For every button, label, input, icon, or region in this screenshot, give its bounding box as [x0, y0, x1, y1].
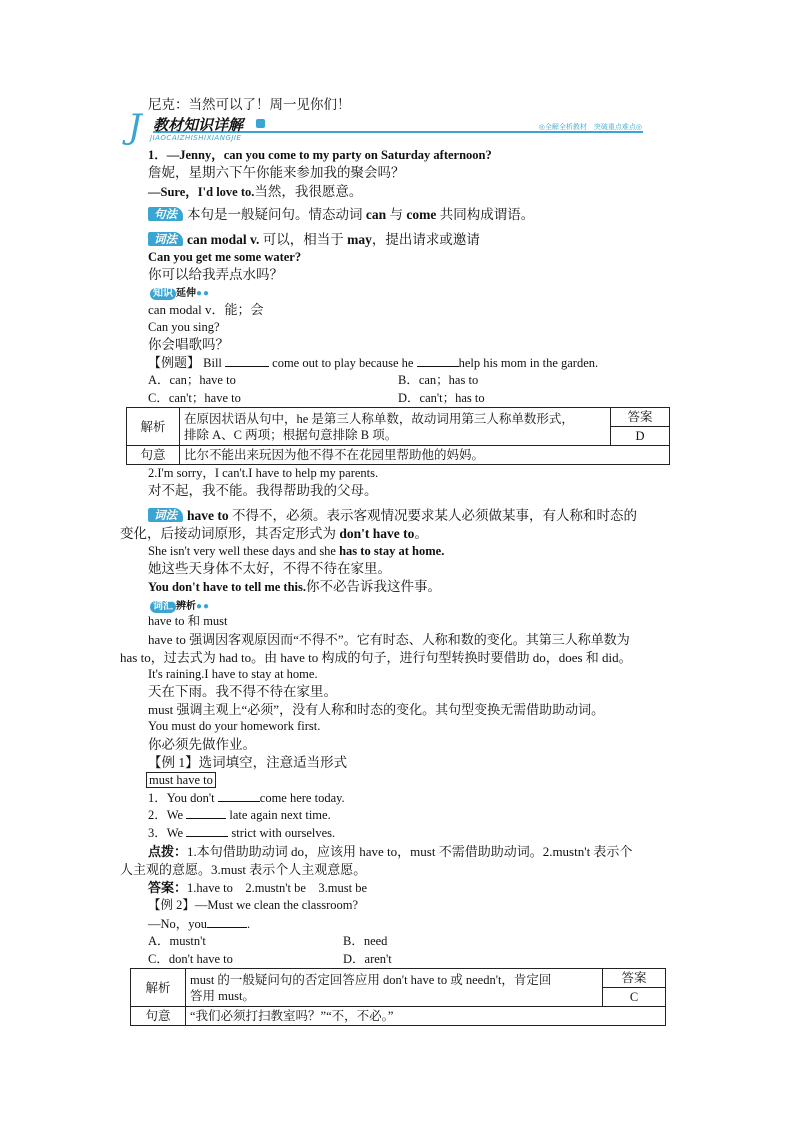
- banner-title: 教材知识详解: [153, 116, 244, 134]
- option-a: A．can；have to: [148, 373, 236, 387]
- analysis-line: 答用 must。: [190, 988, 255, 1003]
- s1-question-cn: 詹妮，星期六下午你能来参加我的聚会吗？: [148, 165, 405, 180]
- q-text: 2．We: [148, 808, 187, 822]
- s1-word-note: [148, 231, 480, 248]
- example-text: Bill: [200, 356, 226, 370]
- s2-example-1-cn: 她这些天身体不太好，不得不待在家里。: [148, 561, 391, 576]
- exercise-1-q1: [148, 789, 345, 807]
- banner-letter: J: [128, 107, 142, 147]
- note-can: can: [365, 207, 387, 222]
- banner-pinyin: JIAOCAIZHISHIXIANGJIE: [150, 134, 242, 142]
- dots-icon: ●●: [196, 288, 211, 299]
- hint-text: 1.本句借助助动词 do，应该用 have to，must 不需借助助动词。2.mustn't 表示个: [187, 844, 633, 859]
- meaning-label: 句意: [131, 1007, 186, 1026]
- word-tag: 词法: [148, 232, 183, 246]
- q-text: come here today.: [259, 791, 345, 805]
- answer-blank: [218, 789, 260, 802]
- s1-extension-line: can modal v．能；会: [148, 302, 264, 317]
- compare-subtag: 辨析: [176, 601, 196, 612]
- s1-answer-en: —Sure，I'd love to.: [148, 185, 255, 199]
- section-banner: [128, 107, 648, 147]
- example-text: help his mom in the garden.: [458, 356, 599, 370]
- note-text: 不得不，必须。表示客观情况要求某人必须做某事，有人称和时态的: [228, 508, 637, 523]
- example-label: 【例题】: [148, 355, 201, 370]
- compare-line: has to，过去式为 had to。由 have to 构成的句子，进行句型转换时要借助 do，does 和 did。: [120, 650, 632, 665]
- s2-example-1: [148, 543, 444, 560]
- s2-question-en: 2.I'm sorry，I can't.I have to help my parents.: [148, 466, 379, 480]
- answer-blank: [186, 824, 228, 837]
- option-c: C．don't have to: [148, 952, 233, 966]
- analysis-line: must 的一般疑问句的否定回答应用 don't have to 或 needn't，肯定回: [190, 972, 552, 987]
- compare-title: have to 和 must: [148, 614, 228, 628]
- q-text: —No，you: [148, 917, 208, 931]
- option-d: D．aren't: [343, 952, 392, 966]
- answer-blank: [417, 354, 459, 367]
- note-text: 变化，后接动词原形，其否定形式为: [120, 526, 340, 541]
- s1-sentence-note: [148, 206, 534, 223]
- analysis-line: 在原因状语从句中，he 是第三人称单数，故动词用第三人称单数形式，: [184, 411, 574, 426]
- note-text: ，提出请求或邀请: [371, 232, 480, 247]
- note-text: 共同构成谓语。: [436, 207, 535, 222]
- extension-tag: 知识: [150, 288, 176, 300]
- banner-slogan: ◎全解全析教材 突破重点难点◎: [538, 123, 642, 131]
- s1-example-question: [148, 354, 598, 372]
- meaning-text: 比尔不能出来玩因为他不得不在花园里帮助他的妈妈。: [180, 446, 670, 465]
- option-c: C．can't；have to: [148, 391, 241, 405]
- note-text: 与: [386, 207, 407, 222]
- answer-label: 答案: [603, 969, 666, 988]
- s2-word-note-cont: [120, 525, 428, 542]
- option-b: B．need: [343, 934, 388, 948]
- word-tag: 词法: [148, 508, 183, 522]
- exercise-1-q2: [148, 806, 331, 824]
- negative-form: don't have to: [339, 526, 415, 541]
- analysis-table-2: [130, 968, 666, 1026]
- word-term: have to: [187, 508, 229, 523]
- extension-subtag: 延伸: [176, 288, 196, 299]
- exercise-1-word-box: [146, 772, 216, 789]
- example-text: 你不必告诉我这件事。: [306, 579, 441, 594]
- compare-line: have to 强调因客观原因而“不得不”。它有时态、人称和数的变化。其第三人称单数为: [148, 632, 630, 647]
- exercise-2-line2: [148, 915, 250, 933]
- compare-line: It's raining.I have to stay at home.: [148, 667, 318, 681]
- answer-label: 答案：: [148, 880, 188, 895]
- option-a: A．mustn't: [148, 934, 206, 948]
- analysis-text: [186, 969, 603, 1007]
- meaning-label: 句意: [127, 446, 180, 465]
- compare-tag: 词汇: [150, 601, 176, 613]
- dots-icon: ●●: [196, 601, 211, 612]
- example-highlight: has to stay at home.: [339, 544, 445, 558]
- answer-line: [148, 879, 367, 897]
- word-box: must have to: [146, 772, 216, 788]
- q-text: strict with ourselves.: [228, 826, 336, 840]
- answer-text: 1.have to 2.mustn't be 3.must be: [187, 881, 368, 895]
- hint-line: [148, 843, 632, 860]
- note-come: come: [406, 207, 437, 222]
- answer-blank: [207, 915, 247, 928]
- banner-pin-icon: [256, 119, 265, 128]
- s1-extension-line: Can you sing?: [148, 320, 220, 334]
- note-text: 。: [414, 526, 428, 541]
- example-text: She isn't very well these days and she: [148, 544, 340, 558]
- exercise-1-label: 【例 1】选词填空，注意适当形式: [148, 755, 348, 770]
- s2-question-cn: 对不起，我不能。我得帮助我的父母。: [148, 483, 378, 498]
- intro-line: 尼克：当然可以了！周一见你们！: [148, 97, 351, 112]
- analysis-line: 排除 A、C 两项；根据句意排除 B 项。: [184, 427, 398, 442]
- q-text: 3．We: [148, 826, 187, 840]
- answer-value: C: [603, 988, 666, 1007]
- s1-example-en: Can you get me some water?: [148, 250, 302, 264]
- option-d: D．can't；has to: [398, 391, 485, 405]
- note-text: 本句是一般疑问句。情态动词: [187, 207, 366, 222]
- compare-line: 天在下雨。我不得不待在家里。: [148, 684, 337, 699]
- s1-question-en: 1．—Jenny，can you come to my party on Saturday afternoon?: [148, 148, 492, 162]
- answer-blank: [225, 354, 269, 367]
- s1-example-cn: 你可以给我弄点水吗？: [148, 267, 283, 282]
- hint-line-cont: 人主观的意愿。3.must 表示个人主观意愿。: [120, 862, 367, 877]
- s1-extension-line: 你会唱歌吗？: [148, 337, 229, 352]
- option-b: B．can；has to: [398, 373, 479, 387]
- note-may: may: [347, 232, 372, 247]
- analysis-table-1: [126, 407, 670, 465]
- example-text: come out to play because he: [269, 356, 417, 370]
- analysis-label: 解析: [127, 408, 180, 446]
- compare-line: 你必须先做作业。: [148, 737, 256, 752]
- answer-blank: [186, 806, 226, 819]
- compare-line: must 强调主观上“必须”，没有人称和时态的变化。其句型变换无需借助助动词。: [148, 702, 605, 717]
- analysis-label: 解析: [131, 969, 186, 1007]
- q-text: late again next time.: [226, 808, 331, 822]
- meaning-text: “我们必须打扫教室吗？”“不，不必。”: [186, 1007, 666, 1026]
- answer-value: D: [611, 427, 670, 446]
- answer-label: 答案: [611, 408, 670, 427]
- note-text: 可以，相当于: [259, 232, 348, 247]
- s1-answer: [148, 183, 362, 201]
- q-text: 1．You don't: [148, 791, 218, 805]
- sentence-tag: 句法: [148, 207, 183, 221]
- s1-extension-heading: [150, 284, 210, 302]
- example-highlight: You don't have to tell me this.: [148, 580, 306, 594]
- word-note-term: can modal v.: [187, 232, 260, 247]
- exercise-2-question: 【例 2】—Must we clean the classroom?: [148, 898, 359, 912]
- s1-answer-cn: 当然，我很愿意。: [254, 184, 363, 199]
- exercise-1-q3: [148, 824, 335, 842]
- q-text: .: [247, 917, 251, 931]
- s2-word-note: [148, 507, 637, 524]
- hint-label: 点拨：: [148, 844, 188, 859]
- compare-line: You must do your homework first.: [148, 719, 321, 733]
- s2-example-2: [148, 578, 441, 596]
- analysis-text: [180, 408, 611, 446]
